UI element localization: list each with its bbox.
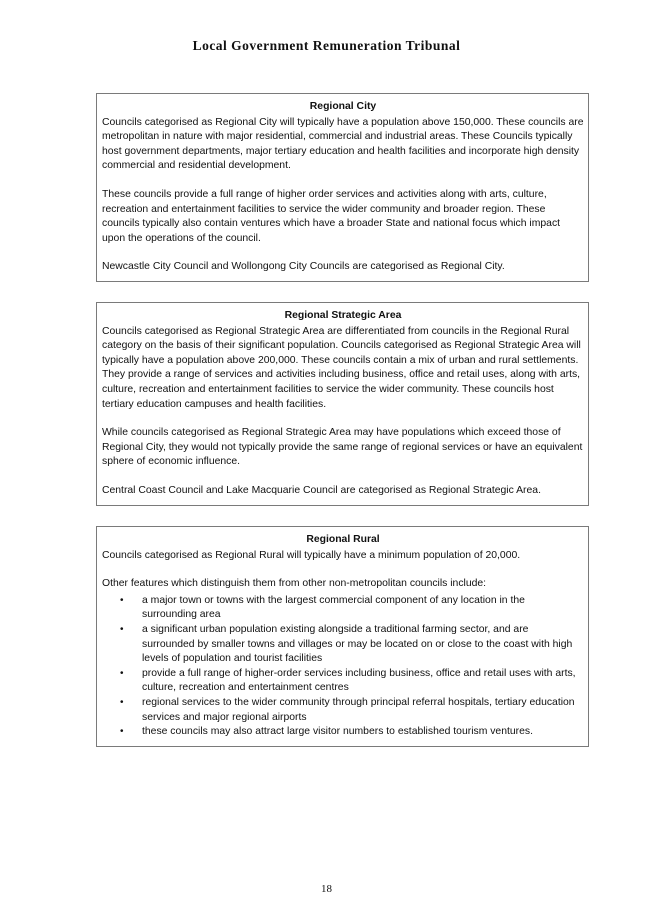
list-item-text: a significant urban population existing alongside a traditional farming sector, and are surrounded by smaller towns and villages or may be located on or close to the coast with high levels of population and tourist facilities [142,623,573,665]
bullet-icon: • [120,594,124,606]
list-item-text: a major town or towns with the largest commercial component of any location in the surrounding area [142,594,525,621]
list-item [102,696,584,725]
bullet-icon: • [120,667,124,679]
page-header-title: Local Government Remuneration Tribunal [192,38,461,53]
regional-rural-paragraph-1: Councils categorised as Regional Rural will typically have a minimum population of 20,000. [102,549,521,561]
regional-strategic-area-paragraph-2: While councils categorised as Regional Strategic Area may have populations which exceed those of Regional City, they would not typically provide the same range of regional services or have an equivalent sphere of economic influence. [102,427,583,468]
list-item [102,667,584,696]
regional-strategic-area-paragraph-3: Central Coast Council and Lake Macquarie Council are categorised as Regional Strategic Area. [102,484,541,496]
regional-city-title: Regional City [309,101,377,112]
regional-strategic-area-title: Regional Strategic Area [284,310,402,321]
regional-rural-box [96,526,589,747]
regional-city-paragraph-1: Councils categorised as Regional City will typically have a population above 150,000. These councils are metropolitan in nature with major residential, commercial and industrial areas. These Councils typically host government departments, major tertiary education and health facilities and incorporate high density commercial and residential development. [102,116,584,172]
regional-city-paragraph-2: These councils provide a full range of higher order services and activities along with arts, culture, recreation and entertainment facilities to service the wider community and broader region. These councils typically also contain ventures which have a broader State and national focus which impact upon the operations of the council. [102,188,561,244]
bullet-icon: • [120,623,124,635]
regional-rural-title: Regional Rural [306,534,380,545]
page-number: 18 [321,883,332,895]
list-item [102,725,584,740]
bullet-icon: • [120,696,124,708]
bullet-icon: • [120,726,124,738]
regional-strategic-area-box [96,302,589,506]
regional-strategic-area-paragraph-1: Councils categorised as Regional Strategic Area are differentiated from councils in the Regional Rural category on the basis of their significant population. Councils categorised as Regional Strategic Area will typically have a population above 200,000. These councils contain a mix of urban and rural settlements. They provide a range of services and activities including business, office and retail uses, along with arts, culture, recreation and entertainment facilities to service the wider community. These councils host tertiary education campuses and health facilities. [102,325,581,410]
regional-rural-paragraph-2: Other features which distinguish them from other non-metropolitan councils include: [102,578,487,590]
list-item-text: provide a full range of higher-order services including business, office and retail uses with arts, culture, recreation and entertainment centres [142,667,576,694]
list-item [102,594,584,623]
list-item-text: regional services to the wider community through principal referral hospitals, tertiary education services and major regional airports [142,696,575,723]
list-item [102,623,584,667]
list-item-text: these councils may also attract large visitor numbers to established tourism ventures. [142,726,533,738]
regional-rural-feature-list [102,594,584,740]
regional-city-paragraph-3: Newcastle City Council and Wollongong City Councils are categorised as Regional City. [102,261,505,273]
regional-city-box [96,93,589,282]
